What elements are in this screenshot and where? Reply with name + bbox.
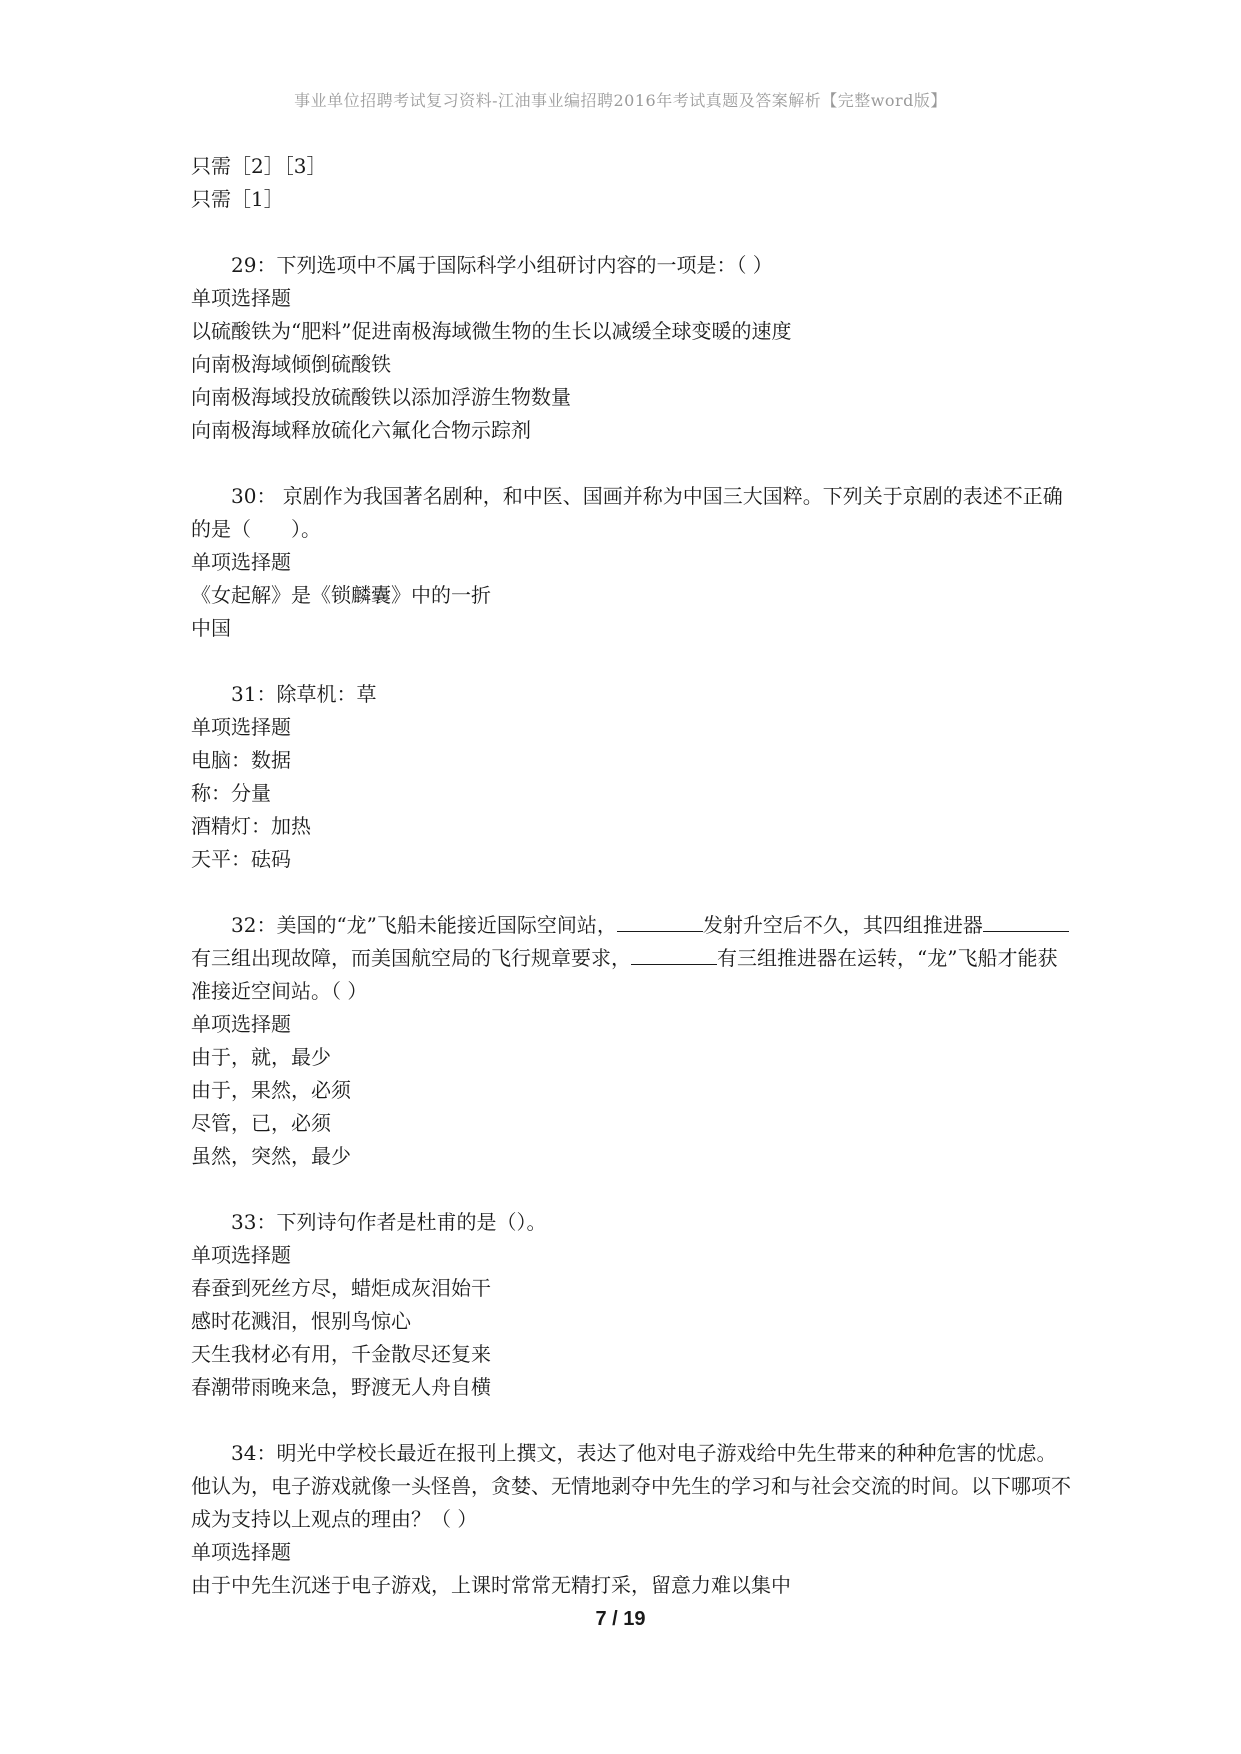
option: 电脑：数据 (191, 748, 291, 772)
question-34 (191, 1437, 1071, 1602)
page-header: 事业单位招聘考试复习资料-江油事业编招聘2016年考试真题及答案解析【完整word版】 (294, 91, 947, 110)
question-text: 34：明光中学校长最近在报刊上撰文，表达了他对电子游戏给中先生带来的种种危害的忧虑。他认为，电子游戏就像一头怪兽，贪婪、无情地剥夺中先生的学习和与社会交流的时间。以下哪项不成为支持以上观点的理由？（ ） (191, 1441, 1071, 1531)
option: 春潮带雨晚来急，野渡无人舟自横 (191, 1375, 491, 1399)
option: 由于，果然，必须 (191, 1078, 351, 1102)
question-text-part: 有三组出现故障，而美国航空局的飞行规章要求， (191, 946, 631, 970)
fill-blank (983, 911, 1069, 932)
question-type: 单项选择题 (191, 550, 291, 574)
option: 天生我材必有用，千金散尽还复来 (191, 1342, 491, 1366)
option: 虽然，突然，最少 (191, 1144, 351, 1168)
option: 向南极海域释放硫化六氟化合物示踪剂 (191, 418, 531, 442)
page-number: 7 / 19 (595, 1608, 646, 1630)
fill-blank (617, 911, 703, 932)
option: 春蚕到死丝方尽，蜡炬成灰泪始干 (191, 1276, 491, 1300)
option: 《女起解》是《锁麟囊》中的一折 (191, 583, 491, 607)
option: 酒精灯：加热 (191, 814, 311, 838)
question-32 (191, 909, 1071, 1173)
question-text-part: 32：美国的“龙”飞船未能接近国际空间站， (231, 913, 617, 937)
question-text-part: 有三组推进器在运转，“龙”飞船才能获准接近空间站。（ ） (191, 946, 1058, 1003)
question-text (191, 909, 1071, 1008)
question-type: 单项选择题 (191, 1012, 291, 1036)
option: 向南极海域投放硫酸铁以添加浮游生物数量 (191, 385, 571, 409)
question-type: 单项选择题 (191, 1540, 291, 1564)
question-text: 30： 京剧作为我国著名剧种，和中医、国画并称为中国三大国粹。下列关于京剧的表述不正确的是（ ）。 (191, 484, 1063, 541)
lead-line: 只需［1］ (191, 187, 284, 211)
question-31 (191, 678, 1071, 876)
option: 天平：砝码 (191, 847, 291, 871)
lead-line: 只需［2］［3］ (191, 154, 327, 178)
option: 尽管，已，必须 (191, 1111, 331, 1135)
question-type: 单项选择题 (191, 1243, 291, 1267)
option: 由于，就，最少 (191, 1045, 331, 1069)
option: 感时花溅泪，恨别鸟惊心 (191, 1309, 411, 1333)
question-30 (191, 480, 1071, 645)
question-33 (191, 1206, 1071, 1404)
question-text: 33：下列诗句作者是杜甫的是（）。 (231, 1210, 547, 1234)
question-29 (191, 249, 1071, 447)
question-type: 单项选择题 (191, 715, 291, 739)
option: 中国 (191, 616, 231, 640)
option: 以硫酸铁为“肥料”促进南极海域微生物的生长以减缓全球变暖的速度 (191, 319, 792, 343)
question-text-part: 发射升空后不久，其四组推进器 (702, 913, 983, 937)
document-body (191, 150, 1071, 1602)
question-text: 29：下列选项中不属于国际科学小组研讨内容的一项是：（ ） (231, 253, 773, 277)
question-type: 单项选择题 (191, 286, 291, 310)
question-text: 31：除草机：草 (231, 682, 377, 706)
option: 称：分量 (191, 781, 271, 805)
option: 向南极海域倾倒硫酸铁 (191, 352, 391, 376)
option: 由于中先生沉迷于电子游戏，上课时常常无精打采，留意力难以集中 (191, 1573, 791, 1597)
fill-blank (631, 944, 717, 965)
